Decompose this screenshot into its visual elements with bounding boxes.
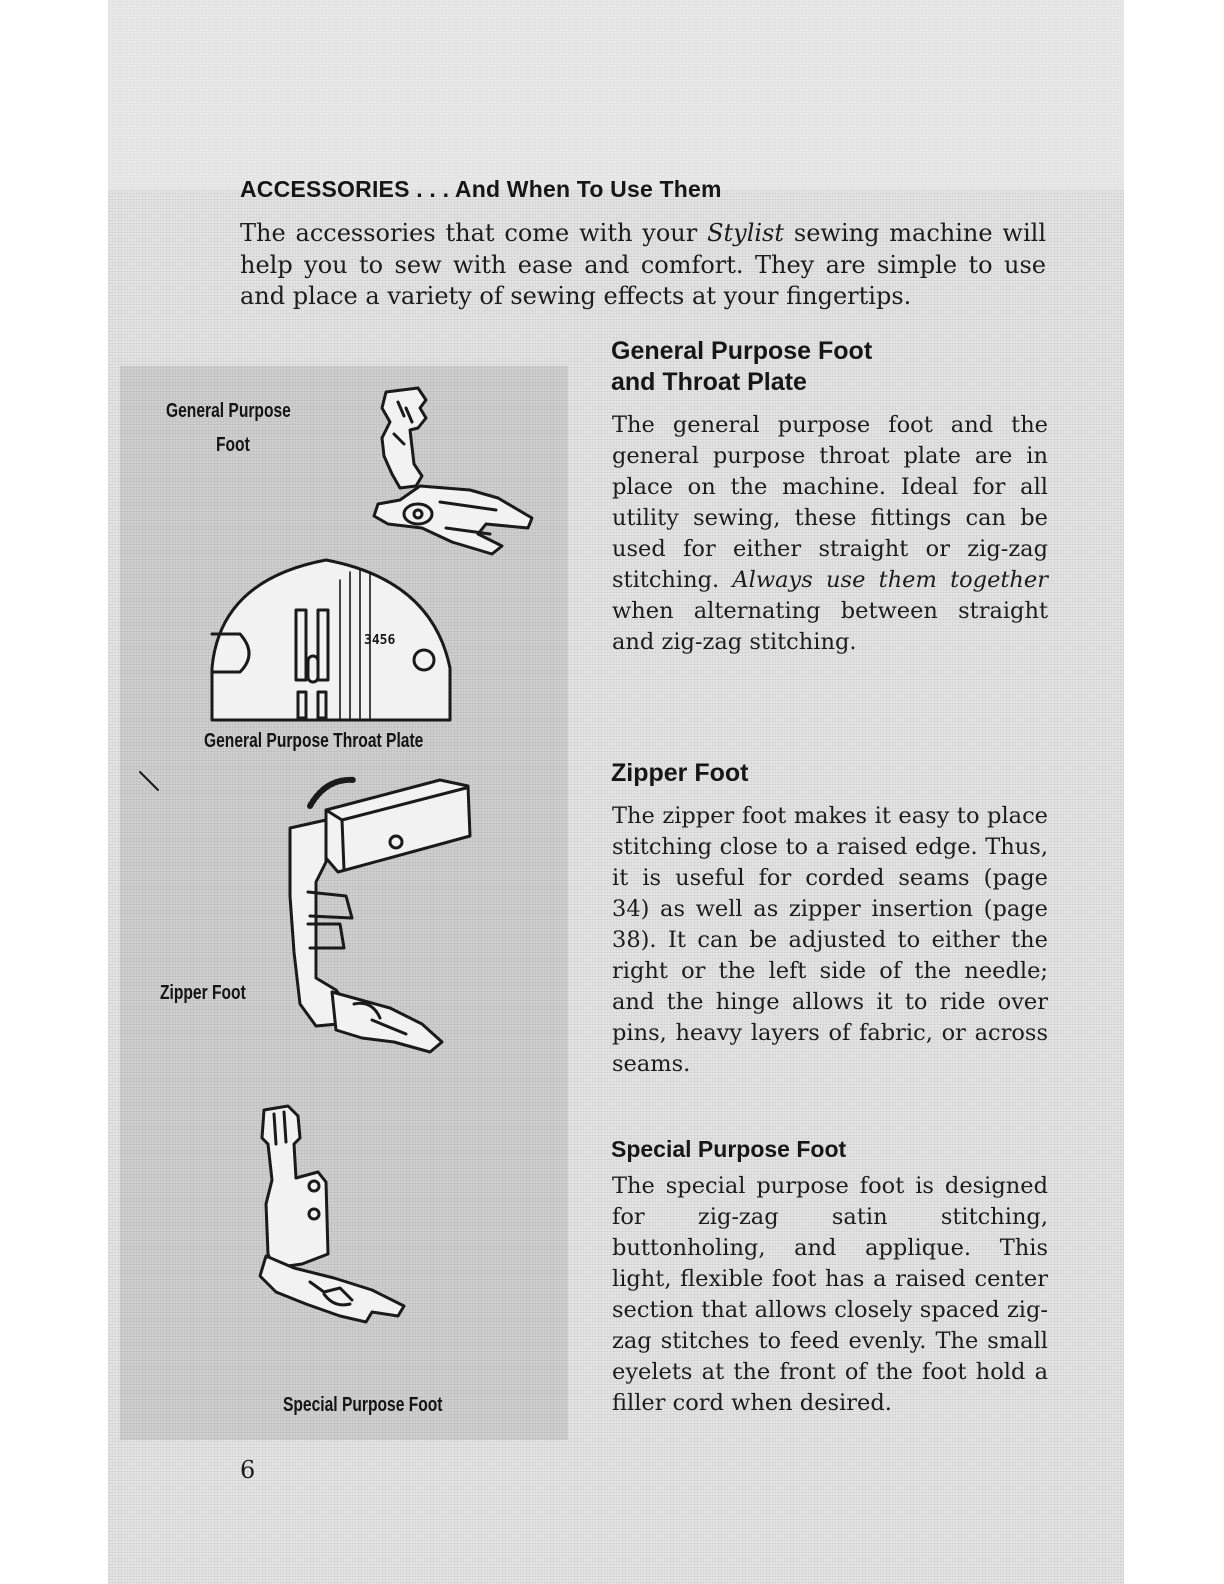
special-section-title: Special Purpose Foot: [611, 1136, 847, 1162]
general-section-title-line2: and Throat Plate: [611, 368, 807, 396]
general-foot-label-line1: General Purpose: [166, 400, 291, 422]
zipper-foot-label: Zipper Foot: [160, 982, 246, 1004]
zipper-section-title: Zipper Foot: [611, 759, 749, 787]
special-section-body: The special purpose foot is designed for zig-zag satin stitching, buttonholing, and applique. This light, flexible foot has a raised center section that allows closely spaced zig-zag stitches to feed evenly. The small eyelets at the front of the foot hold a filler cord when desired.: [612, 1173, 1048, 1416]
general-body-start: The general purpose foot and the general purpose throat plate are in place on the machine. Ideal for all utility sewing, these fittings can be used for either straight or zig-zag stitching.: [612, 412, 1048, 593]
page-top-band: [108, 0, 1124, 190]
general-section-title-line1: General Purpose Foot: [611, 337, 873, 365]
intro-text-start: The accessories that come with your: [240, 219, 708, 247]
page-title: ACCESSORIES . . . And When To Use Them: [240, 176, 722, 202]
general-section-body: [612, 410, 1048, 658]
general-body-end: when alternating between straight and zig-zag stitching.: [612, 598, 1048, 655]
throat-plate-illustration: [200, 556, 462, 724]
brand-name: Stylist: [707, 219, 785, 247]
page-number: 6: [240, 1456, 256, 1484]
general-foot-label-line2: Foot: [216, 434, 250, 456]
intro-paragraph: [240, 218, 1046, 313]
zipper-foot-illustration: [140, 772, 470, 1062]
zipper-section-body: The zipper foot makes it easy to place stitching close to a raised edge. Thus, it is useful for corded seams (page 34) as well as zipper insertion (page 38). It can be adjusted to either the right or the left side of the needle; and the hinge allows it to ride over pins, heavy layers of fabric, or across seams.: [612, 803, 1048, 1077]
special-purpose-foot-illustration: [254, 1104, 410, 1330]
general-purpose-foot-illustration: [360, 378, 540, 558]
throat-plate-marking: 3456: [364, 633, 396, 648]
intro-text-end: sewing machine will help you to sew with ease and comfort. They are simple to use and place a variety of sewing effects at your fingertips.: [240, 219, 1046, 310]
general-body-emphasis: Always use them together: [732, 567, 1048, 593]
throat-plate-label: General Purpose Throat Plate: [204, 730, 424, 752]
special-foot-label: Special Purpose Foot: [283, 1394, 443, 1416]
